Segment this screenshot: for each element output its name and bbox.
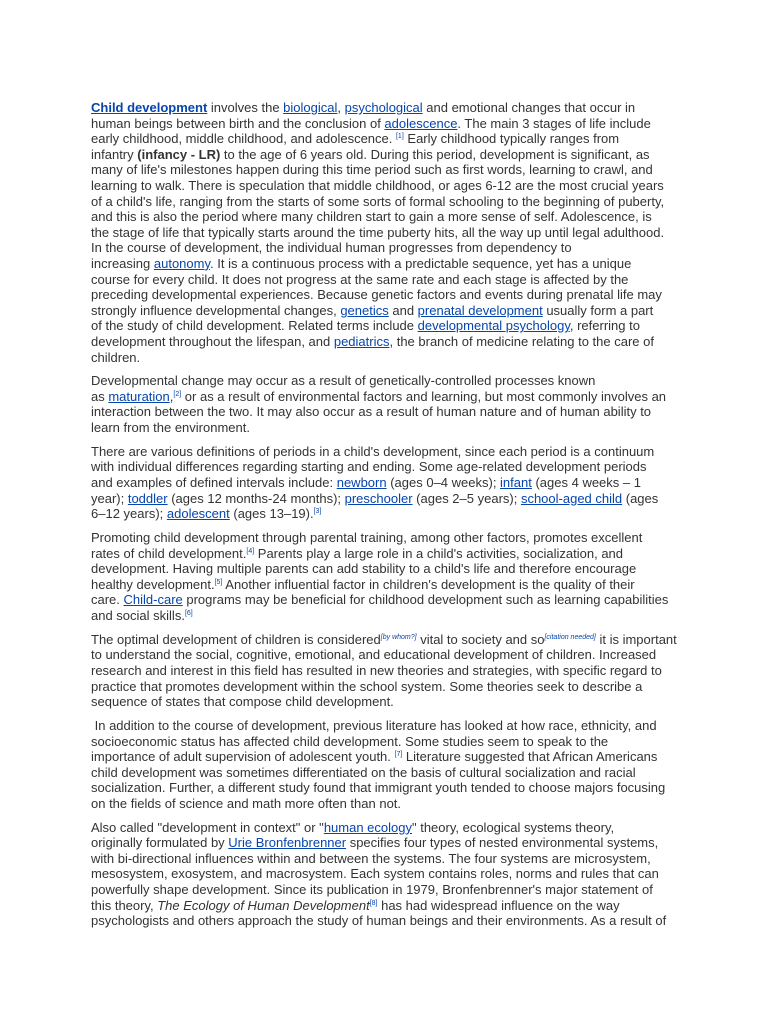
paragraph-2 — [91, 373, 691, 435]
text-run: , the branch of medicine relating to the care of — [389, 333, 654, 349]
text-line — [91, 866, 691, 882]
text-line — [91, 780, 691, 796]
text-run: , — [169, 388, 174, 404]
text-run: In the course of development, the individual human progresses from dependency to — [91, 240, 572, 256]
text-run: practice that promotes development within the school system. Some theories seek to describe a — [91, 678, 643, 694]
text-line — [91, 194, 691, 210]
text-line — [91, 225, 691, 241]
text-line — [91, 209, 691, 225]
text-line — [91, 796, 691, 812]
link-preschooler[interactable]: preschooler — [344, 490, 413, 506]
text-run: importance of adult supervision of adolescent youth. — [91, 749, 395, 765]
text-run: of the study of child development. Related terms include — [91, 318, 418, 334]
text-run: strongly influence developmental changes, — [91, 302, 341, 318]
text-run: children. — [91, 349, 141, 365]
text-run: (ages 12 months-24 months); — [167, 490, 345, 506]
text-line — [91, 100, 691, 116]
paragraph-3 — [91, 444, 691, 522]
text-line — [91, 561, 691, 577]
text-run: , referring to — [569, 318, 640, 334]
text-run: " theory, ecological systems theory, — [411, 819, 615, 835]
text-run: learn from the environment. — [91, 420, 250, 436]
paragraph-4 — [91, 530, 691, 624]
text-run: human beings between birth and the conclusion of — [91, 115, 385, 131]
text-run: socialization. Further, a different study found that immigrant youth tended to choose majors focusing — [91, 780, 666, 796]
text-run: , — [337, 100, 345, 115]
text-run: this theory, — [91, 897, 158, 913]
text-run: increasing — [91, 255, 154, 271]
text-run: care. — [91, 592, 124, 608]
text-run: of a child's life, ranging from the starts of some sorts of formal schooling to the beginning of puberty, — [91, 193, 665, 209]
text-run: the stage of life that typically starts around the time puberty hits, all the way up until legal adulthood. — [91, 224, 665, 240]
link-human-ecology[interactable]: human ecology — [323, 819, 412, 835]
link-developmental-psychology[interactable]: developmental psychology — [417, 318, 570, 334]
text-line — [91, 694, 691, 710]
text-line — [91, 765, 691, 781]
link-adolescence[interactable]: adolescence — [384, 115, 458, 131]
text-line — [91, 147, 691, 163]
text-run: and this is also the period where many children start to gain a more sense of self. Adolescence, is — [91, 209, 652, 225]
citation-1[interactable]: [1] — [395, 133, 404, 141]
text-run: rates of child development. — [91, 545, 247, 561]
text-line — [91, 835, 691, 851]
citation-4[interactable]: [4] — [246, 547, 255, 555]
text-line — [91, 420, 691, 436]
link-child-care[interactable]: Child-care — [123, 592, 183, 608]
text-line — [91, 820, 691, 836]
text-line — [91, 404, 691, 420]
text-run: Literature suggested that African Americans — [402, 749, 658, 765]
text-run: Also called "development in context" or " — [91, 819, 324, 835]
text-line — [91, 444, 691, 460]
citation-citation-needed[interactable]: [citation needed] — [544, 633, 596, 641]
text-run: many of life's milestones happen during this time period such as first words, learning to crawl, and — [91, 162, 653, 178]
text-line — [91, 240, 691, 256]
text-line — [91, 679, 691, 695]
text-run: research and interest in this field has resulted in new theories and strategies, with specific regard to — [91, 662, 662, 678]
text-run: vital to society and so — [416, 631, 545, 647]
text-run: and emotional changes that occur in — [422, 100, 636, 115]
text-line — [91, 608, 691, 624]
text-run: development. Having multiple parents can add stability to a child's life and therefore encourage — [91, 561, 637, 577]
link-newborn[interactable]: newborn — [336, 475, 387, 491]
text-run: to understand the social, cognitive, emotional, and educational development of children. Increased — [91, 647, 657, 663]
text-line — [91, 475, 691, 491]
text-run: sequence of states that compose child development. — [91, 694, 394, 710]
link-genetics[interactable]: genetics — [340, 302, 389, 318]
text-run: Early childhood typically ranges from — [403, 131, 620, 147]
link-psychological[interactable]: psychological — [344, 100, 423, 115]
text-run: Promoting child development through parental training, among other factors, promotes excellent — [91, 530, 643, 545]
text-line — [91, 898, 691, 914]
text-run: (ages 4 weeks – 1 — [531, 475, 641, 491]
text-line — [91, 373, 691, 389]
text-line — [91, 882, 691, 898]
text-line — [91, 272, 691, 288]
citation-by-whom[interactable]: [by whom?] — [380, 633, 417, 641]
text-run: 6–12 years); — [91, 506, 167, 522]
link-biological[interactable]: biological — [283, 100, 338, 115]
paragraph-6 — [91, 718, 691, 812]
text-line — [91, 131, 691, 147]
text-run: healthy development. — [91, 576, 215, 592]
text-line — [91, 734, 691, 750]
text-run: has had widespread influence on the way — [377, 897, 620, 913]
text-run: on the fields of science and math more often than not. — [91, 795, 402, 811]
text-run: year); — [91, 490, 128, 506]
text-run: specifies four types of nested environmental systems, — [346, 835, 659, 851]
text-run: or as a result of environmental factors and learning, but most commonly involves an — [181, 388, 667, 404]
text-line — [91, 350, 691, 366]
text-run: course for every child. It does not progress at the same rate and each stage is affected by the — [91, 271, 629, 287]
link-pediatrics[interactable]: pediatrics — [333, 333, 390, 349]
text-run: originally formulated by — [91, 835, 229, 851]
text-line — [91, 592, 691, 608]
text-line — [91, 663, 691, 679]
book-title: The Ecology of Human Development — [157, 897, 370, 913]
link-autonomy[interactable]: autonomy — [153, 255, 211, 271]
text-run: preceding developmental experiences. Because genetic factors and events during prenatal life may — [91, 287, 662, 303]
link-maturation[interactable]: maturation — [108, 388, 170, 404]
link-school-aged-child[interactable]: school-aged child — [520, 490, 623, 506]
text-run: early childhood, middle childhood, and adolescence. — [91, 131, 396, 147]
text-run: infantry — [91, 146, 138, 162]
link-urie-bronfenbrenner[interactable]: Urie Bronfenbrenner — [228, 835, 347, 851]
link-infant[interactable]: infant — [500, 475, 532, 491]
text-run: mesosystem, exosystem, and macrosystem. Each system contains roles, norms and rules that can — [91, 866, 659, 882]
text-line — [91, 318, 691, 334]
text-line — [91, 506, 691, 522]
text-line — [91, 287, 691, 303]
bold-text: (infancy - LR) — [137, 146, 221, 162]
text-run: child development was sometimes differentiated on the basis of cultural socialization and racial — [91, 764, 636, 780]
text-line — [91, 303, 691, 319]
citation-5[interactable]: [5] — [214, 578, 223, 586]
text-line — [91, 647, 691, 663]
text-run: psychologists and others approach the study of human beings and their environments. As a result of — [91, 913, 667, 929]
text-line — [91, 389, 691, 405]
text-run: interaction between the two. It may also occur as a result of human nature and of human ability to — [91, 404, 652, 420]
article-body — [91, 100, 691, 937]
text-run: as — [91, 388, 109, 404]
text-line — [91, 256, 691, 272]
text-run: with bi-directional influences within and between the systems. The four systems are microsystem, — [91, 850, 651, 866]
link-prenatal-development[interactable]: prenatal development — [417, 302, 543, 318]
citation-6[interactable]: [6] — [184, 609, 193, 617]
text-run: (ages 0–4 weeks); — [386, 475, 501, 491]
text-line — [91, 162, 691, 178]
text-line — [91, 546, 691, 562]
text-line — [91, 718, 691, 734]
text-run: Parents play a large role in a child's activities, socialization, and — [254, 545, 624, 561]
text-run: (ages — [622, 490, 659, 506]
text-line — [91, 491, 691, 507]
text-run: learning to walk. There is speculation that middle childhood, or ages 6-12 are the most crucial years — [91, 177, 664, 193]
paragraph-1 — [91, 100, 691, 365]
text-run: In addition to the course of development, previous literature has looked at how race, ethnicity, and — [91, 717, 657, 733]
text-run: and — [388, 302, 418, 318]
text-run: development throughout the lifespan, and — [91, 333, 334, 349]
text-line — [91, 178, 691, 194]
text-line — [91, 632, 691, 648]
text-run: . It is a continuous process with a predictable sequence, yet has a unique — [210, 255, 632, 271]
text-run: it is important — [595, 631, 677, 647]
text-run: The optimal development of children is considered — [91, 631, 381, 647]
text-run: (ages 2–5 years); — [412, 490, 521, 506]
citation-8[interactable]: [8] — [369, 899, 378, 907]
text-line — [91, 334, 691, 350]
text-line — [91, 851, 691, 867]
text-line — [91, 459, 691, 475]
text-run: usually form a part — [542, 302, 654, 318]
paragraph-7 — [91, 820, 691, 929]
text-run: and social skills. — [91, 607, 185, 623]
citation-3[interactable]: [3] — [313, 508, 322, 516]
text-run: powerfully shape development. Since its publication in 1979, Bronfenbrenner's major statement of — [91, 882, 653, 898]
text-run: and examples of defined intervals include: — [91, 475, 337, 491]
text-run: programs may be beneficial for childhood development such as learning capabilities — [182, 592, 669, 608]
text-line — [91, 577, 691, 593]
text-line — [91, 749, 691, 765]
citation-7[interactable]: [7] — [394, 751, 403, 759]
text-run: . The main 3 stages of life include — [457, 115, 651, 131]
text-run: with individual differences regarding starting and ending. Some age-related development periods — [91, 459, 647, 475]
text-run: Another influential factor in children's development is the quality of their — [222, 576, 635, 592]
text-run: (ages 13–19). — [229, 506, 314, 522]
text-line — [91, 116, 691, 132]
text-line — [91, 913, 691, 929]
text-run: socioeconomic status has affected child development. Some studies seem to speak to the — [91, 733, 609, 749]
citation-2[interactable]: [2] — [173, 390, 182, 398]
text-line — [91, 530, 691, 546]
text-run: involves the — [207, 100, 284, 115]
paragraph-5 — [91, 632, 691, 710]
text-run: to the age of 6 years old. During this period, development is significant, as — [220, 146, 650, 162]
link-adolescent[interactable]: adolescent — [166, 506, 230, 522]
text-run: There are various definitions of periods in a child's development, since each period is a continuum — [91, 443, 655, 459]
link-toddler[interactable]: toddler — [127, 490, 168, 506]
link-child-development[interactable]: Child development — [91, 100, 208, 115]
text-run: Developmental change may occur as a result of genetically-controlled processes known — [91, 373, 596, 389]
